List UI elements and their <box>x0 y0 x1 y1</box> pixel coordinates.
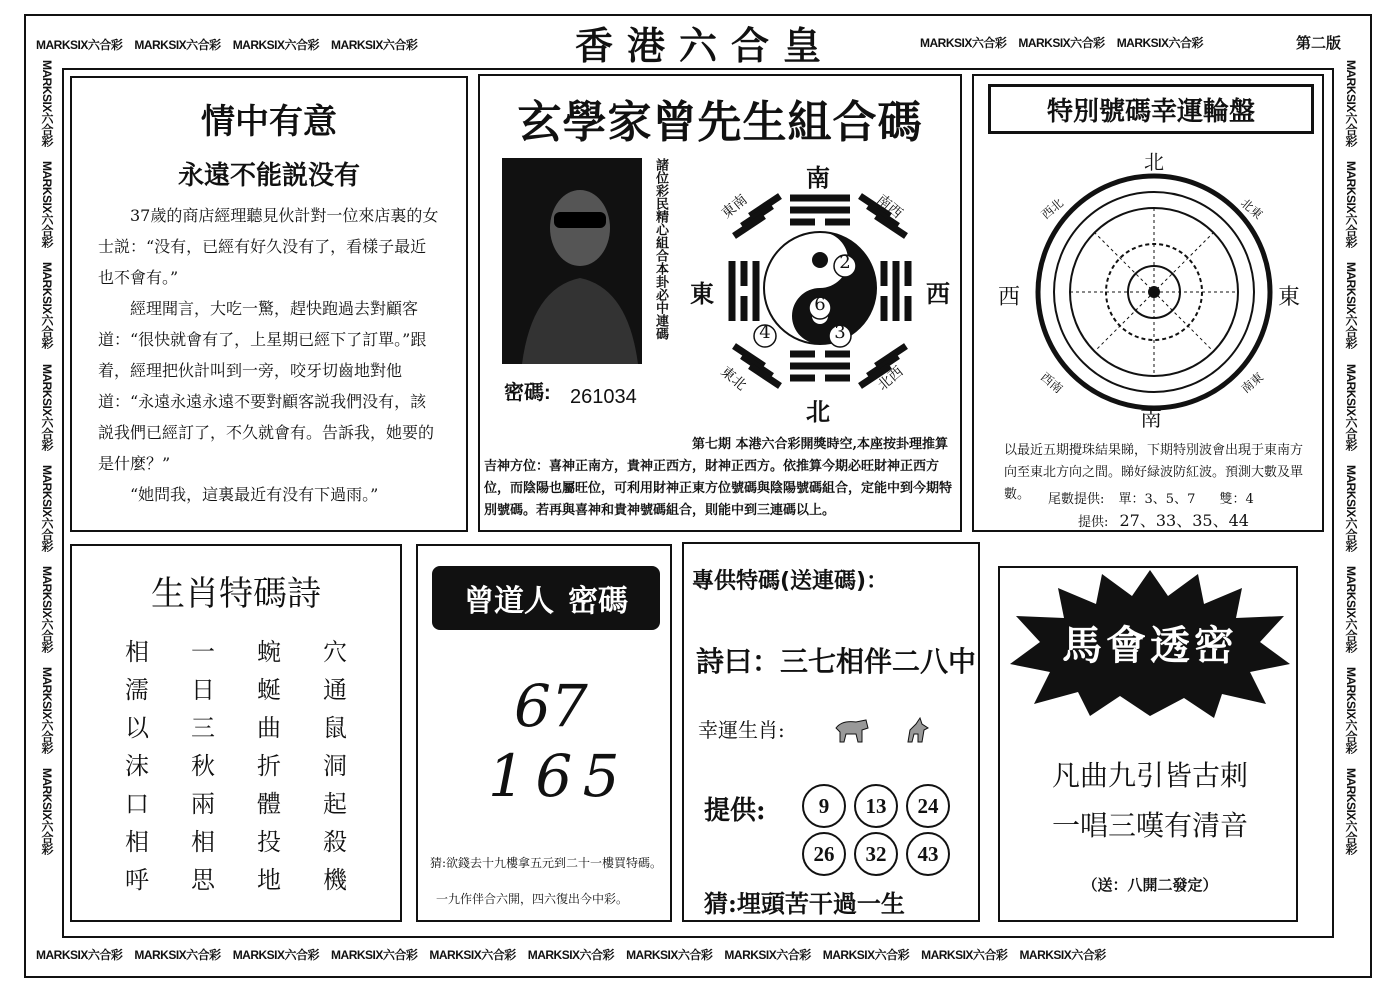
poem-char: 鼠 <box>323 714 347 742</box>
story-paragraph: 37歲的商店經理聽見伙計對一位來店裏的女士説：“没有，已經有好久没有了，看樣子最近也不會有。” <box>98 206 439 287</box>
bagua-diagram <box>690 156 950 426</box>
watermark-text: MARKSIX六合彩 <box>1344 565 1358 653</box>
mystic-text: 第七期 本港六合彩開獎時空,本座按卦理推算吉神方位：喜神正南方，貴神正西方，財神正西方。依推算今期必旺財神正西方位，而陰陽也屬旺位，可利用財神正東方位號碼與陰陽號碼組合，定能中到今期特別號碼。若再與喜神和貴神號碼組合，則能中到三連碼以上。 <box>484 437 953 518</box>
tail-label: 尾數提供: <box>1048 492 1105 507</box>
watermark-text: MARKSIX六合彩 <box>724 947 811 962</box>
portrait-silhouette-icon <box>502 158 642 364</box>
hand-digits-top: 67 <box>514 672 588 740</box>
poem-char: 三 <box>191 714 215 742</box>
watermark-text: MARKSIX六合彩 <box>1344 464 1358 552</box>
wheel-provide-numbers: 27、33、35、44 <box>1119 511 1249 530</box>
number-ball: 43 <box>906 832 950 876</box>
mystic-title: 玄學家曾先生組合碼 <box>517 97 923 148</box>
poem-char: 折 <box>257 752 281 780</box>
watermark-strip-top-left <box>36 34 536 54</box>
watermark-text: MARKSIX六合彩 <box>1116 35 1204 50</box>
watermark-text: MARKSIX六合彩 <box>232 947 320 962</box>
poem-char: 起 <box>323 790 347 818</box>
bagua-dir-n: 南 <box>806 163 830 192</box>
watermark-text: MARKSIX六合彩 <box>822 947 910 962</box>
wheel-dir-n: 北 <box>1144 150 1164 174</box>
watermark-text: MARKSIX六合彩 <box>40 262 54 349</box>
daoist-title <box>432 566 660 630</box>
story-subtitle: 永遠不能説没有 <box>177 161 360 191</box>
wheel-dir-ne: 北東 <box>1237 195 1266 222</box>
poem-title: 生肖特碼詩 <box>151 574 321 614</box>
special-provide-label: 提供: <box>704 796 766 826</box>
poem-char: 濡 <box>125 676 149 704</box>
tail-row <box>1048 488 1254 507</box>
watermark-text: MARKSIX六合彩 <box>1344 768 1358 855</box>
bagua-dir-s: 北 <box>806 397 830 426</box>
daoist-title-name: 曾道人 <box>464 584 554 619</box>
watermark-text: MARKSIX六合彩 <box>1344 60 1358 147</box>
poem-char: 兩 <box>191 790 215 818</box>
bagua-dir-nw: 東南 <box>718 191 751 222</box>
ox-icon <box>832 716 872 746</box>
watermark-text: MARKSIX六合彩 <box>40 565 54 653</box>
bagua-dir-e: 西 <box>926 279 950 308</box>
mystic-panel <box>478 74 962 532</box>
wheel-text: 以最近五期攪珠結果睇，下期特別波會出現于東南方向至東北方向之間。睇好緑波防紅波。預測大數及單數。 <box>1004 443 1304 502</box>
watermark-text: MARKSIX六合彩 <box>1344 262 1358 349</box>
poem-char: 地 <box>257 866 281 894</box>
bagua-number: 3 <box>834 322 846 343</box>
watermark-text: MARKSIX六合彩 <box>36 947 123 962</box>
watermark-text: MARKSIX六合彩 <box>1344 667 1358 754</box>
watermark-strip-right <box>1338 60 1360 940</box>
poem-char: 投 <box>257 828 281 856</box>
watermark-text: MARKSIX六合彩 <box>40 161 54 248</box>
weekly-title: 馬會透密 <box>1062 623 1238 669</box>
bagua-number: 6 <box>814 294 826 315</box>
weekly-panel <box>998 566 1298 922</box>
watermark-text: MARKSIX六合彩 <box>134 37 221 52</box>
watermark-text: MARKSIX六合彩 <box>1019 947 1106 962</box>
poem-char: 呼 <box>125 866 149 894</box>
tail-odd: 單：3、5、7 <box>1118 492 1196 507</box>
number-ball: 9 <box>802 784 846 828</box>
watermark-strip-top-right <box>920 32 1292 52</box>
wheel-dir-s: 南 <box>1140 407 1163 432</box>
special-panel <box>682 542 980 922</box>
poem-char: 相 <box>125 828 149 856</box>
bagua-dir-sw: 東北 <box>717 363 750 394</box>
bagua-dir-ne: 南西 <box>873 191 906 222</box>
watermark-text: MARKSIX六合彩 <box>626 947 713 962</box>
story-panel <box>70 76 468 532</box>
bagua-number: 2 <box>839 252 851 273</box>
weekly-bonus: （送：八開二發定） <box>1082 876 1218 894</box>
watermark-text: MARKSIX六合彩 <box>331 947 418 962</box>
daoist-riddle: 猜:欲錢去十九樓拿五元到二十一樓買特碼。 <box>430 856 663 870</box>
watermark-text: MARKSIX六合彩 <box>429 947 516 962</box>
special-title: 專供特碼(送連碼)： <box>692 569 889 594</box>
poem-char: 以 <box>125 714 149 742</box>
watermark-text: MARKSIX六合彩 <box>920 35 1007 50</box>
poem-char: 蜒 <box>257 676 281 704</box>
wheel-panel <box>972 74 1324 532</box>
lucky-zodiac-label: 幸運生肖: <box>698 718 785 742</box>
poem-char: 思 <box>191 866 215 894</box>
poem-char: 沫 <box>125 752 149 780</box>
watermark-text: MARKSIX六合彩 <box>527 947 615 962</box>
wheel-dir-e: 東 <box>1278 285 1301 310</box>
story-paragraph: “她問我，這裏最近有没有下過雨。” <box>130 485 379 504</box>
number-ball: 13 <box>854 784 898 828</box>
number-ball: 24 <box>906 784 950 828</box>
watermark-text: MARKSIX六合彩 <box>40 60 54 147</box>
watermark-strip-bottom <box>36 944 1356 964</box>
daoist-riddle-2: 一九作伴合六開，四六復出今中彩。 <box>436 892 629 906</box>
poem-char: 體 <box>257 790 281 818</box>
hand-digits-bottom: 1 6 5 <box>488 742 616 810</box>
starburst <box>1008 568 1292 718</box>
poem-char: 一 <box>191 638 215 666</box>
number-ball: 26 <box>802 832 846 876</box>
code-label: 密碼: <box>504 382 551 404</box>
watermark-text: MARKSIX六合彩 <box>40 464 54 552</box>
story-paragraph: 經理聞言，大吃一驚，趕快跑過去對顧客道：“很快就會有了，上星期已經下了訂單。”跟着，經理把伙計叫到一旁，咬牙切齒地對他道：“永遠永遠永遠不要對顧客説我們没有，該説我們已經訂了，不久就會有。告訴我，她要的是什麼？” <box>98 299 435 473</box>
number-balls-row1 <box>802 784 958 828</box>
tail-even: 雙：4 <box>1219 492 1254 507</box>
daoist-title-code: 密碼 <box>568 584 628 619</box>
number-ball: 32 <box>854 832 898 876</box>
wheel-provide-label: 提供: <box>1078 515 1109 530</box>
watermark-text: MARKSIX六合彩 <box>36 37 123 52</box>
poem-char: 相 <box>191 828 215 856</box>
page-title: 香港六合皇 <box>540 18 870 66</box>
poem-char: 曲 <box>257 714 281 742</box>
watermark-text: MARKSIX六合彩 <box>1344 161 1358 248</box>
wheel-dir-w: 西 <box>998 285 1021 310</box>
poem-grid <box>72 637 400 896</box>
weekly-line2: 一唱三嘆有清音 <box>1051 809 1248 842</box>
watermark-strip-left <box>34 60 56 940</box>
portrait-photo <box>502 158 642 364</box>
watermark-text: MARKSIX六合彩 <box>1018 35 1105 50</box>
wheel-dir-sw: 西南 <box>1037 369 1066 396</box>
poem-panel <box>70 544 402 922</box>
bagua-number: 4 <box>759 322 771 343</box>
poem-char: 通 <box>323 676 347 704</box>
number-balls-row2 <box>802 832 958 876</box>
watermark-text: MARKSIX六合彩 <box>40 667 54 754</box>
watermark-text: MARKSIX六合彩 <box>921 947 1008 962</box>
code-value: 261034 <box>570 386 637 408</box>
poem-char: 秋 <box>191 752 215 780</box>
daoist-panel <box>416 544 672 922</box>
bagua-dir-se: 北西 <box>874 363 907 394</box>
edition-label: 第二版 <box>1296 34 1342 52</box>
bagua-dir-w: 東 <box>690 279 714 308</box>
poem-char: 相 <box>125 638 149 666</box>
wheel-dir-nw: 西北 <box>1038 195 1067 222</box>
watermark-text: MARKSIX六合彩 <box>134 947 221 962</box>
special-verse: 詩曰：三七相伴二八中 <box>696 645 977 678</box>
poem-char: 穴 <box>323 638 347 666</box>
poem-char: 蜿 <box>257 638 281 666</box>
special-guess: 猜:埋頭苦干過一生 <box>704 889 905 918</box>
weekly-line1: 凡曲九引皆古刺 <box>1051 759 1248 792</box>
story-body <box>72 200 466 510</box>
watermark-text: MARKSIX六合彩 <box>232 37 320 52</box>
watermark-text: MARKSIX六合彩 <box>331 37 418 52</box>
wheel-provide-row <box>1078 508 1249 531</box>
mystic-vertical-note: 諸位彩民精心組合本卦必中連碼 <box>653 158 668 340</box>
poem-char: 口 <box>125 790 149 818</box>
poem-char: 殺 <box>323 828 347 856</box>
wheel-title: 特別號碼幸運輪盤 <box>988 84 1314 134</box>
poem-char: 日 <box>191 676 215 704</box>
story-title: 情中有意 <box>201 102 337 142</box>
watermark-text: MARKSIX六合彩 <box>40 363 54 450</box>
poem-char: 洞 <box>323 752 347 780</box>
watermark-text: MARKSIX六合彩 <box>1344 363 1358 450</box>
horse-icon <box>902 716 932 746</box>
watermark-text: MARKSIX六合彩 <box>40 768 54 855</box>
poem-char: 機 <box>323 866 347 894</box>
wheel-dir-se: 南東 <box>1238 369 1267 396</box>
